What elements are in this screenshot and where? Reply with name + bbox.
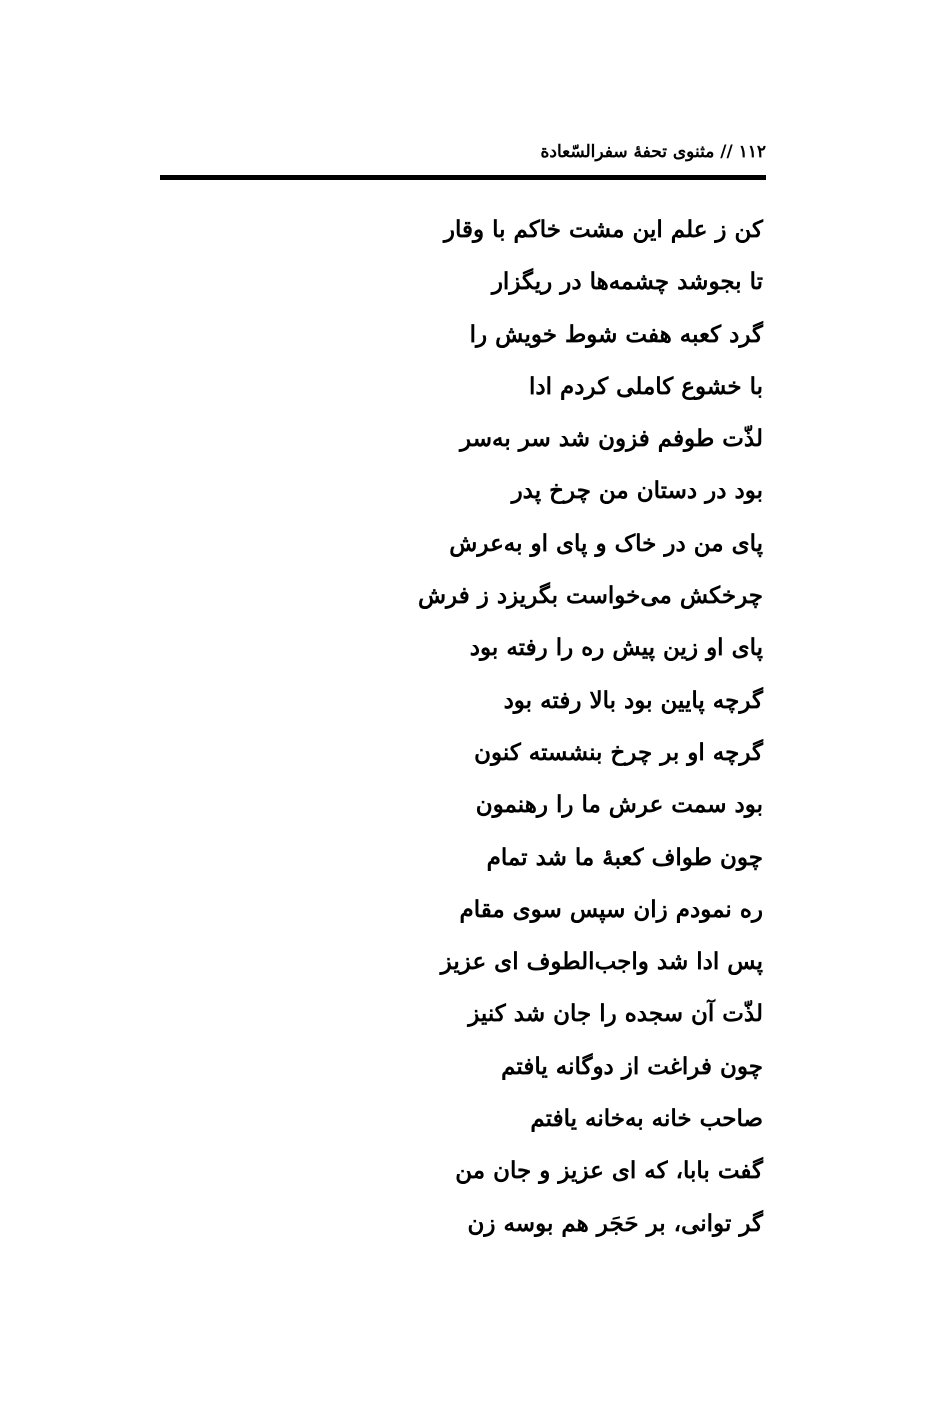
verse-line: لذّت آن سجده را جان شد کنیز xyxy=(468,1000,763,1028)
verse-line: پای من در خاک و پای او به‌عرش xyxy=(449,529,763,557)
poem-verses xyxy=(343,204,763,1250)
verse-line: گرچه او بر چرخ بنشسته کنون xyxy=(474,738,763,766)
running-header: ١١٢ // مثنوی تحفۀ سفرالسّعادة xyxy=(540,142,766,162)
verse-line: کن ز علم این مشت خاکم با وقار xyxy=(443,216,763,243)
verse-line: چون فراغت از دوگانه یافتم xyxy=(501,1052,763,1080)
verse-line: با خشوع کاملی کردم ادا xyxy=(529,372,763,400)
header-rule xyxy=(160,175,766,180)
verse-line: گر توانی، بر حَجَر هم بوسه زن xyxy=(467,1209,763,1237)
verse-line: چرخکش می‌خواست بگریزد ز فرش xyxy=(417,582,763,610)
verse-line: گرد کعبه هفت شوط خویش را xyxy=(469,320,763,348)
verse-line: بود در دستان من چرخ پدر xyxy=(511,477,763,505)
verse-line: ره نمودم زان سپس سوی مقام xyxy=(459,895,763,923)
verse-line: لذّت طوفم فزون شد سر به‌سر xyxy=(460,425,763,453)
verse-line: تا بجوشد چشمه‌ها در ریگزار xyxy=(491,268,763,296)
verse-line: بود سمت عرش ما را رهنمون xyxy=(475,791,763,819)
verse-line: صاحب خانه به‌خانه یافتم xyxy=(530,1105,763,1133)
verse-line: پای او زین پیش ره را رفته بود xyxy=(469,634,763,662)
verse-line: پس ادا شد واجب‌الطوف ای عزیز xyxy=(440,948,763,976)
verse-line: چون طواف کعبۀ ما شد تمام xyxy=(486,843,763,871)
verse-line: گفت بابا، که ای عزیز و جان من xyxy=(455,1157,763,1185)
verse-line: گرچه پایین بود بالا رفته بود xyxy=(503,686,763,714)
